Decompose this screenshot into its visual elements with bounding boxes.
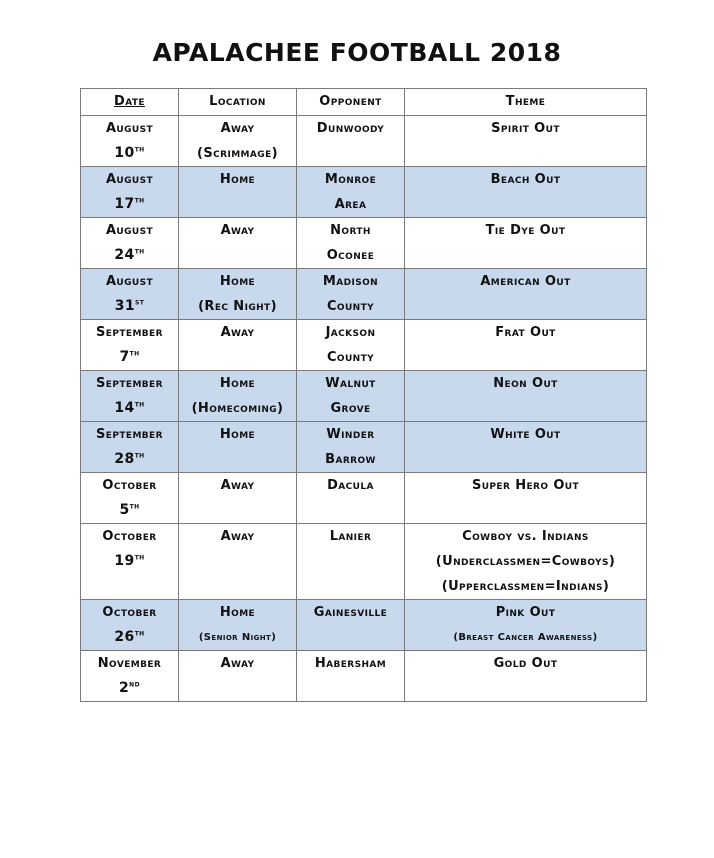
- theme-line-1: Beach Out: [490, 172, 561, 187]
- date-cell: [81, 320, 179, 371]
- date-suffix: th: [134, 246, 145, 256]
- opponent-cell: [297, 651, 405, 702]
- opponent-cell: [297, 371, 405, 422]
- theme-cell: [405, 651, 647, 702]
- opponent-line-1: Gainesville: [313, 605, 388, 620]
- opponent-cell: [297, 524, 405, 600]
- theme-line-1: Tie Dye Out: [485, 223, 566, 238]
- opponent-line-1: Madison: [322, 274, 379, 289]
- table-row: [81, 600, 647, 651]
- date-suffix: th: [134, 628, 145, 638]
- header-location: Location: [179, 89, 297, 116]
- opponent-cell: [297, 116, 405, 167]
- opponent-cell: [297, 269, 405, 320]
- theme-cell: [405, 167, 647, 218]
- location-cell: [179, 651, 297, 702]
- opponent-cell: [297, 473, 405, 524]
- theme-cell: [405, 371, 647, 422]
- date-day: 5: [119, 502, 130, 518]
- opponent-line-1: Monroe: [324, 172, 377, 187]
- location-cell: [179, 218, 297, 269]
- location-cell: [179, 167, 297, 218]
- date-month: September: [96, 427, 163, 442]
- theme-cell: [405, 320, 647, 371]
- date-month: November: [97, 656, 162, 671]
- table-row: [81, 371, 647, 422]
- table-row: [81, 422, 647, 473]
- date-month: August: [105, 274, 154, 289]
- date-month: September: [96, 325, 163, 340]
- opponent-line-1: Dunwoody: [316, 121, 385, 136]
- opponent-line-1: Winder: [326, 427, 375, 442]
- theme-line-1: American Out: [480, 274, 571, 289]
- table-row: [81, 218, 647, 269]
- date-month: August: [105, 121, 154, 136]
- theme-cell: [405, 218, 647, 269]
- theme-line-1: Pink Out: [495, 605, 556, 620]
- theme-line-1: Super Hero Out: [471, 478, 580, 493]
- table-row: [81, 320, 647, 371]
- location-label: Away: [220, 121, 255, 136]
- location-note: (Senior Night): [198, 632, 277, 643]
- theme-line-1: Cowboy vs. Indians: [462, 529, 589, 544]
- location-cell: [179, 524, 297, 600]
- location-cell: [179, 371, 297, 422]
- date-cell: [81, 371, 179, 422]
- date-suffix: th: [134, 552, 145, 562]
- table-row: [81, 651, 647, 702]
- date-month: August: [105, 223, 154, 238]
- date-cell: [81, 218, 179, 269]
- opponent-line-2: County: [326, 299, 375, 314]
- header-theme: Theme: [405, 89, 647, 116]
- opponent-line-2: Barrow: [325, 452, 376, 467]
- theme-cell: [405, 269, 647, 320]
- location-cell: [179, 320, 297, 371]
- opponent-line-1: Lanier: [329, 529, 372, 544]
- theme-line-1: Gold Out: [493, 656, 558, 671]
- opponent-line-1: Habersham: [314, 656, 387, 671]
- date-suffix: th: [134, 195, 145, 205]
- date-day: 17: [114, 196, 135, 212]
- date-month: September: [96, 376, 163, 391]
- date-suffix: th: [129, 348, 140, 358]
- location-note: (Homecoming): [191, 401, 284, 416]
- schedule-table: [80, 88, 647, 702]
- date-cell: [81, 422, 179, 473]
- theme-line-1: White Out: [490, 427, 561, 442]
- location-cell: [179, 116, 297, 167]
- theme-cell: [405, 116, 647, 167]
- date-month: August: [105, 172, 154, 187]
- date-day: 26: [114, 629, 135, 645]
- location-label: Home: [219, 605, 256, 620]
- location-note: (Scrimmage): [197, 146, 278, 161]
- date-day: 19: [114, 553, 135, 569]
- opponent-line-1: North: [330, 223, 371, 238]
- date-day: 14: [114, 400, 135, 416]
- opponent-cell: [297, 600, 405, 651]
- date-cell: [81, 651, 179, 702]
- table-row: [81, 524, 647, 600]
- theme-cell: [405, 422, 647, 473]
- date-suffix: th: [129, 501, 140, 511]
- location-cell: [179, 600, 297, 651]
- date-cell: [81, 116, 179, 167]
- date-day: 7: [119, 349, 130, 365]
- date-suffix: th: [134, 399, 145, 409]
- date-day: 10: [114, 145, 135, 161]
- date-cell: [81, 473, 179, 524]
- location-label: Away: [220, 478, 255, 493]
- location-cell: [179, 473, 297, 524]
- theme-cell: [405, 524, 647, 600]
- opponent-cell: [297, 218, 405, 269]
- date-month: October: [102, 478, 157, 493]
- header-date: Date: [81, 89, 179, 116]
- opponent-cell: [297, 422, 405, 473]
- opponent-line-2: Area: [334, 197, 367, 212]
- date-day: 28: [114, 451, 135, 467]
- header-opponent: Opponent: [297, 89, 405, 116]
- opponent-line-2: Grove: [330, 401, 371, 416]
- opponent-cell: [297, 320, 405, 371]
- date-cell: [81, 269, 179, 320]
- opponent-line-1: Jackson: [325, 325, 376, 340]
- table-row: [81, 269, 647, 320]
- location-cell: [179, 269, 297, 320]
- date-suffix: th: [134, 450, 145, 460]
- opponent-line-2: Oconee: [326, 248, 375, 263]
- theme-cell: [405, 600, 647, 651]
- opponent-line-1: Walnut: [325, 376, 376, 391]
- table-row: [81, 473, 647, 524]
- theme-line-2: (Underclassmen=Cowboys): [435, 554, 616, 569]
- location-cell: [179, 422, 297, 473]
- location-label: Away: [220, 223, 255, 238]
- date-cell: [81, 167, 179, 218]
- theme-line-3: (Upperclassmen=Indians): [441, 579, 610, 594]
- page-title: APALACHEE FOOTBALL 2018: [152, 38, 562, 67]
- table-row: [81, 167, 647, 218]
- opponent-line-2: County: [326, 350, 375, 365]
- location-label: Away: [220, 325, 255, 340]
- date-day: 31: [114, 298, 136, 314]
- date-month: October: [102, 529, 157, 544]
- date-suffix: st: [135, 297, 145, 307]
- table-row: [81, 116, 647, 167]
- date-suffix: th: [134, 144, 145, 154]
- date-month: October: [102, 605, 157, 620]
- header-row: [81, 89, 647, 116]
- location-label: Away: [220, 656, 255, 671]
- schedule-body: [81, 116, 647, 702]
- location-label: Home: [219, 172, 256, 187]
- opponent-cell: [297, 167, 405, 218]
- date-day: 24: [114, 247, 135, 263]
- opponent-line-1: Dacula: [327, 478, 374, 493]
- location-label: Home: [219, 376, 256, 391]
- location-label: Home: [219, 274, 256, 289]
- location-label: Away: [220, 529, 255, 544]
- location-note: (Rec Night): [198, 299, 277, 314]
- date-cell: [81, 524, 179, 600]
- theme-line-2: (Breast Cancer Awareness): [453, 632, 598, 643]
- theme-line-1: Neon Out: [493, 376, 558, 391]
- date-suffix: nd: [129, 679, 140, 689]
- date-cell: [81, 600, 179, 651]
- location-label: Home: [219, 427, 256, 442]
- theme-cell: [405, 473, 647, 524]
- theme-line-1: Spirit Out: [491, 121, 560, 136]
- theme-line-1: Frat Out: [495, 325, 556, 340]
- date-day: 2: [119, 680, 130, 696]
